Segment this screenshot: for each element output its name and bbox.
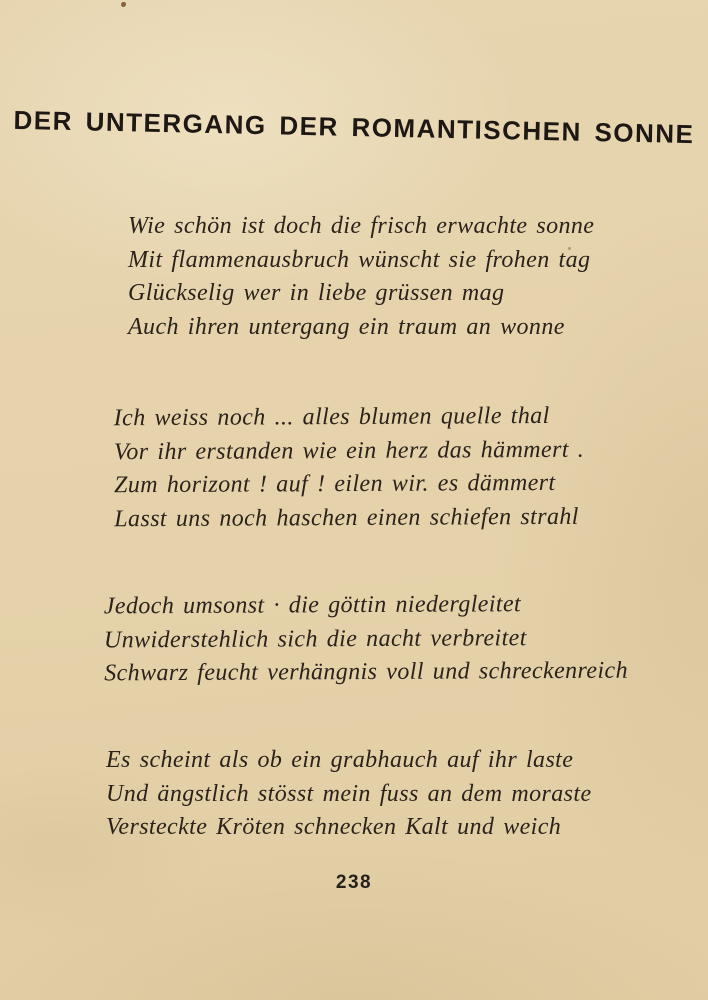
stanza-1 bbox=[128, 210, 594, 344]
poem-line: Zum horizont ! auf ! eilen wir. es dämmert bbox=[114, 469, 556, 499]
poem-line: Und ängstlich stösst mein fuss an dem moraste bbox=[106, 780, 592, 807]
poem-line: Unwiderstehlich sich die nacht verbreitet bbox=[103, 624, 527, 653]
poem-line: Versteckte Kröten schnecken Kalt und weich bbox=[106, 814, 562, 840]
poem-line: Mit flammenausbruch wünscht sie frohen tag bbox=[128, 246, 591, 273]
poem-line: Ich weiss noch ... alles blumen quelle thal bbox=[113, 402, 550, 432]
poem-line: Schwarz feucht verhängnis voll und schreckenreich bbox=[104, 657, 629, 687]
poem-line: Glückselig wer in liebe grüssen mag bbox=[128, 280, 505, 306]
poem-line: Vor ihr erstanden wie ein herz das hämmert . bbox=[113, 436, 585, 465]
poem-line: Auch ihren untergang ein traum an wonne bbox=[128, 313, 565, 340]
poem-line: Jedoch umsonst · die göttin niedergleitet bbox=[103, 591, 522, 620]
stanza-2 bbox=[114, 400, 585, 536]
stanza-4 bbox=[106, 744, 592, 845]
paper-speck bbox=[121, 2, 126, 7]
poem-line: Lasst uns noch haschen einen schiefen strahl bbox=[114, 503, 579, 532]
stanza-3 bbox=[104, 588, 628, 691]
page-number: 238 bbox=[335, 872, 373, 893]
page-title: DER UNTERGANG DER ROMANTISCHEN SONNE bbox=[13, 104, 695, 150]
poem-line: Es scheint als ob ein grabhauch auf ihr laste bbox=[106, 747, 574, 773]
poem-line: Wie schön ist doch die frisch erwachte sonne bbox=[128, 213, 595, 239]
